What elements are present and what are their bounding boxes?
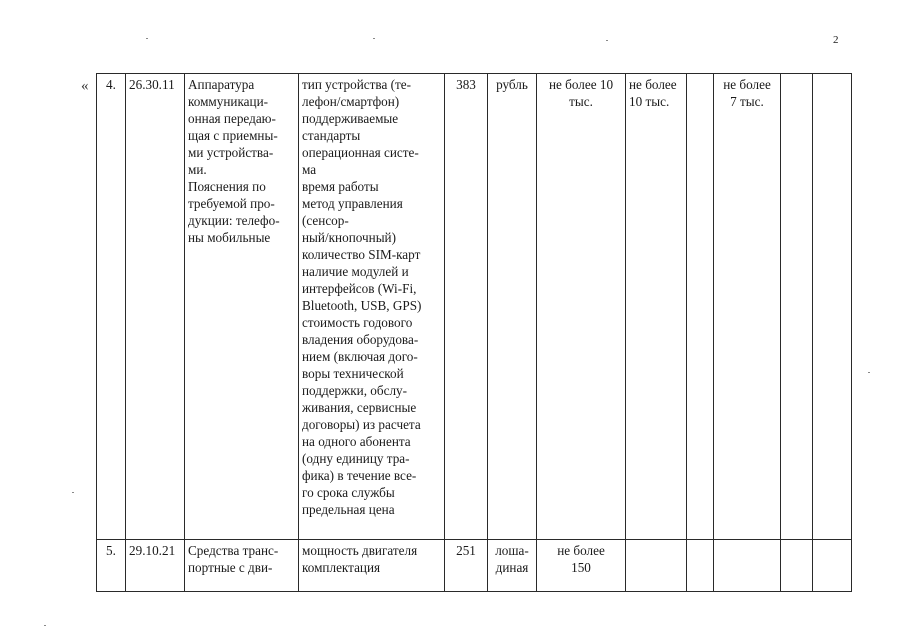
characteristics-cell	[299, 74, 445, 540]
scan-speck	[146, 38, 148, 39]
okei-code-cell: 383	[445, 74, 488, 540]
product-name-cell: Аппаратура коммуникаци- онная передаю- щая с приемны- ми устройства- ми. Пояснения по требуемой про- дукции: телефо- ны мобильные	[185, 74, 299, 540]
product-name-cell: Средства транс- портные с дви-	[185, 540, 299, 592]
value-cell	[781, 540, 813, 592]
value-cell: не более 150	[537, 540, 626, 592]
okpd-code-cell: 29.10.21	[126, 540, 185, 592]
value-cell: не более 7 тыс.	[714, 74, 781, 540]
value-cell	[687, 74, 714, 540]
value-cell	[813, 74, 852, 540]
scan-speck	[72, 492, 74, 493]
characteristics-text: тип устройства (те- лефон/смартфон) поддерживаемые стандарты операционная систе- ма время работы метод управления (сенсор- ный/кнопочный) количество SIM-карт наличие модулей и интерфейсов (Wi-Fi, Bluetooth, USB, GPS) стоимость годового владения оборудова- нием (включая дого- воры технической поддержки, обслу- живания, сервисные договоры) из расчета на одного абонента (одну единицу тра- фика) в течение все- го срока службы предельная цена	[302, 77, 422, 517]
value-cell	[714, 540, 781, 592]
table-row	[97, 74, 852, 540]
value-cell	[626, 540, 687, 592]
value-cell	[687, 540, 714, 592]
scan-speck	[868, 372, 870, 373]
value-cell: не более 10 тыс.	[537, 74, 626, 540]
value-cell: не более 10 тыс.	[626, 74, 687, 540]
value-cell	[813, 540, 852, 592]
product-specification-table	[96, 73, 852, 592]
row-number-cell: 5.	[97, 540, 126, 592]
unit-cell: рубль	[488, 74, 537, 540]
row-number-cell: 4.	[97, 74, 126, 540]
okpd-code-cell: 26.30.11	[126, 74, 185, 540]
okei-code-cell: 251	[445, 540, 488, 592]
table-row	[97, 540, 852, 592]
opening-quote-mark: «	[81, 78, 89, 94]
page-number: 2	[833, 34, 839, 46]
unit-cell: лоша- диная	[488, 540, 537, 592]
scan-speck	[373, 38, 375, 39]
scan-speck	[606, 40, 608, 41]
value-cell	[781, 74, 813, 540]
characteristics-cell: мощность двигателя комплектация	[299, 540, 445, 592]
scan-speck	[44, 625, 46, 626]
